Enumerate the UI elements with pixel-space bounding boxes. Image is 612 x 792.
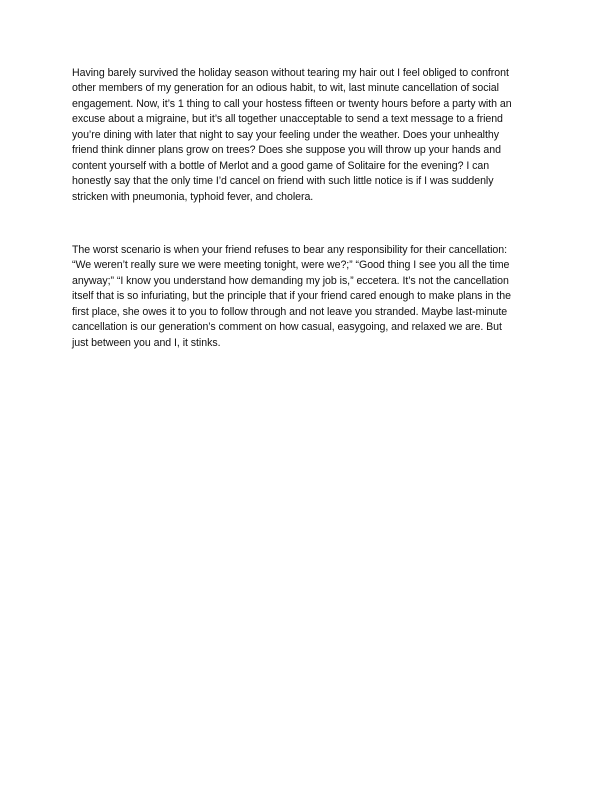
text-line: The worst scenario is when your friend refuses to bear any responsibility for their cancellation: [72,244,508,256]
paragraph-1 [72,66,552,205]
text-line: excuse about a migraine, but it’s all together unacceptable to send a text message to a friend [72,113,503,126]
text-line: other members of my generation for an odious habit, to wit, last minute cancellation of social [72,82,499,95]
text-line: Having barely survived the holiday season without tearing my hair out I feel obliged to confront [72,67,509,79]
text-line: just between you and I, it stinks. [72,336,221,349]
text-line: cancellation is our generation’s comment on how casual, easygoing, and relaxed we are. But [72,321,502,334]
text-line: first place, she owes it to you to follow through and not leave you stranded. Maybe last-minute [72,305,508,318]
text-line: you’re dining with later that night to say your feeling under the weather. Does your unhealthy [72,128,499,141]
text-line: “We weren’t really sure we were meeting tonight, were we?;” “Good thing I see you all the time [72,259,510,272]
text-line: content yourself with a bottle of Merlot and a good game of Solitaire for the evening? I can [72,159,490,172]
text-line: stricken with pneumonia, typhoid fever, and cholera. [72,190,314,203]
text-line: itself that is so infuriating, but the principle that if your friend cared enough to make plans in the [72,290,511,303]
text-line: honestly say that the only time I’d cancel on friend with such little notice is if I was suddenly [72,175,494,188]
text-line: engagement. Now, it’s 1 thing to call your hostess fifteen or twenty hours before a party with an [72,97,512,110]
text-line: anyway;” “I know you understand how demanding my job is,” eccetera. It’s not the cancellation [72,274,509,287]
paragraph-2 [72,243,552,351]
text-line: friend think dinner plans grow on trees? Does she suppose you will throw up your hands and [72,144,501,157]
